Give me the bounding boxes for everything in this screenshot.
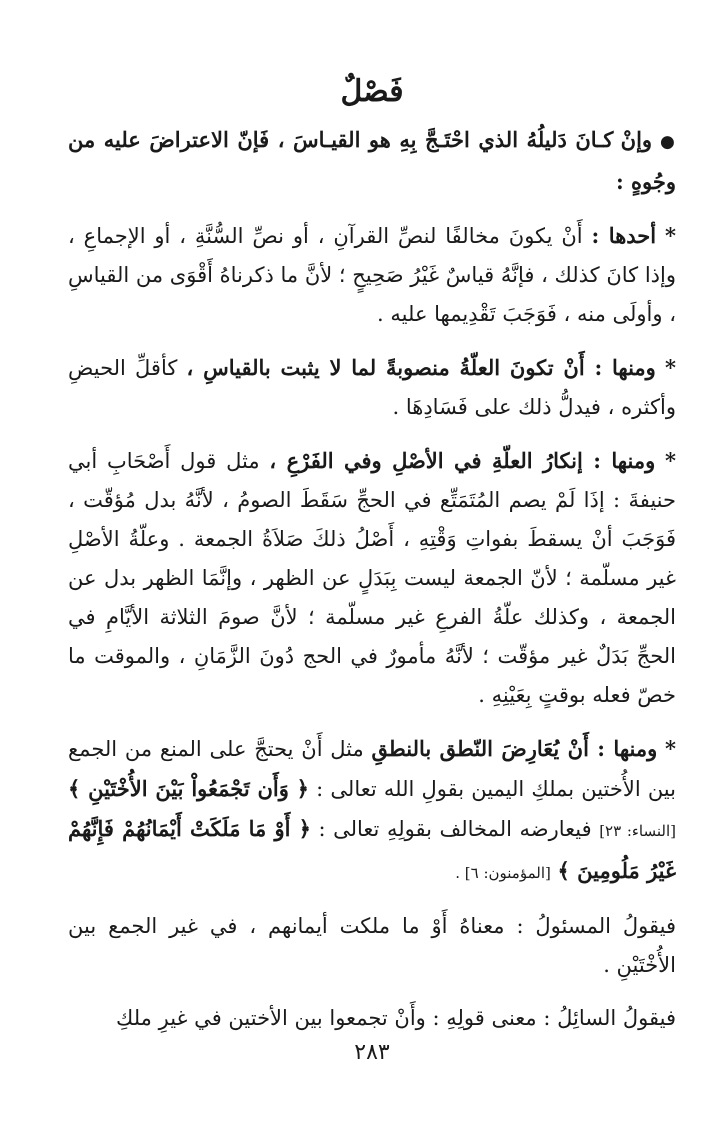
asterisk-marker: * [665,736,676,761]
asterisk-marker: * [665,223,676,248]
document-page [68,70,676,1132]
asterisk-marker: * [665,448,676,473]
paragraph-questioner [68,999,676,1038]
paragraph-third-objection [68,441,676,715]
paragraph-text: مثل أَنْ يحتجَّ على المنع من الجمع بين الأُختين بملكِ اليمين بقولِ الله تعالى : [68,737,676,801]
paragraph-text: كأقلِّ الحيضِ وأكثره ، فيدلُّ ذلك على فَسَادِهَا . [68,356,676,419]
paragraph-fourth-objection [68,729,676,893]
asterisk-marker: * [665,355,676,380]
quran-verse: ﴿ وَأَن تَجْمَعُواْ بَيْنَ الأُخْتَيْنِ ﴾ [68,776,309,801]
paragraph-text: أَنْ يكونَ مخالفًا لنصِّ القرآنِ ، أو نصِّ السُّنَّةِ ، أو الإجماعِ ، وإذا كانَ كذلك ، فإنَّهُ قياسٌ غَيْرُ صَحِيحٍ ؛ لأنَّ ما ذكرناهُ أَقْوَى من القياسِ ، وأولَى منه ، فَوَجَبَ تَقْدِيمها عليه . [68,224,676,326]
paragraph-lead: ومنها : أَنْ تكونَ العلّةُ منصوبةً لما لا يثبت بالقياسِ ، [186,355,656,380]
paragraph-first-objection [68,216,676,334]
paragraph-lead: وإنْ كـانَ دَليلُهُ الذي احْتَـجَّ بِهِ هو القيـاسَ ، فَإنّ الاعتراضَ عليه من وجُوهٍ : [68,127,676,194]
paragraph-text: فيقولُ السائِلُ : معنى قولِهِ : وأَنْ تجمعوا بين الأختين في غيرِ ملكِ [116,1006,676,1030]
bullet-dot-icon: ● [659,132,676,152]
paragraph-text: فيعارضه المخالف بقولِهِ تعالى : [318,817,592,841]
paragraph-text: مثل قول أَصْحَابِ أبي حنيفةَ : إذَا لَمْ يصم المُتَمَتِّع في الحجِّ سَقَطَ الصومُ ، لأنَّهُ بدل مُؤقّت ، فَوَجَبَ أنْ يسقطَ بفواتِ وَقْتِهِ ، أَصْلُ ذلكَ صَلاَةُ الجمعة . وعلّةُ الأصْلِ غير مسلّمة ؛ لأنّ الجمعة ليست بِبَدَلٍ عن الظهر ، وإنَّمَا الظهر بدل عن الجمعة ، وكذلك علّةُ الفرعِ غير مسلّمة ؛ لأنَّ صومَ الثلاثة الأيَّامِ في الحجِّ بَدَلٌ غير مؤقّت ؛ لأنَّهُ مأمورٌ في الحج دُونَ الزَّمَانِ ، والموقت ما خصّ فعله بوقتٍ بِعَيْنِهِ . [68,449,676,707]
page-number: ٢٨٣ [354,1040,390,1065]
paragraph-text: فيقولُ المسئولُ : معناهُ أَوْ ما ملكت أيمانهم ، في غير الجمع بين الأُخْتَيْنِ . [68,914,676,977]
paragraph-intro [68,120,676,202]
quran-verse: ﴿ أَوْ مَا مَلَكَتْ أَيْمَانُهُمْ فَإِنَّهُمْ غَيْرُ مَلُومِينَ ﴾ [68,816,676,883]
paragraph-respondent [68,907,676,985]
paragraph-lead: ومنها : أَنْ يُعَارِضَ النّطق بالنطقِ [371,736,658,761]
chapter-title: فَصْلٌ [340,74,404,109]
verse-reference: [النساء: ٢٣] [599,822,676,840]
paragraph-second-objection [68,348,676,427]
paragraph-lead: ومنها : إنكارُ العلّةِ في الأصْلِ وفي الفَرْعِ ، [269,448,656,473]
paragraph-lead: أحدها : [591,223,657,248]
verse-reference: [المؤمنون: ٦] . [455,864,551,882]
